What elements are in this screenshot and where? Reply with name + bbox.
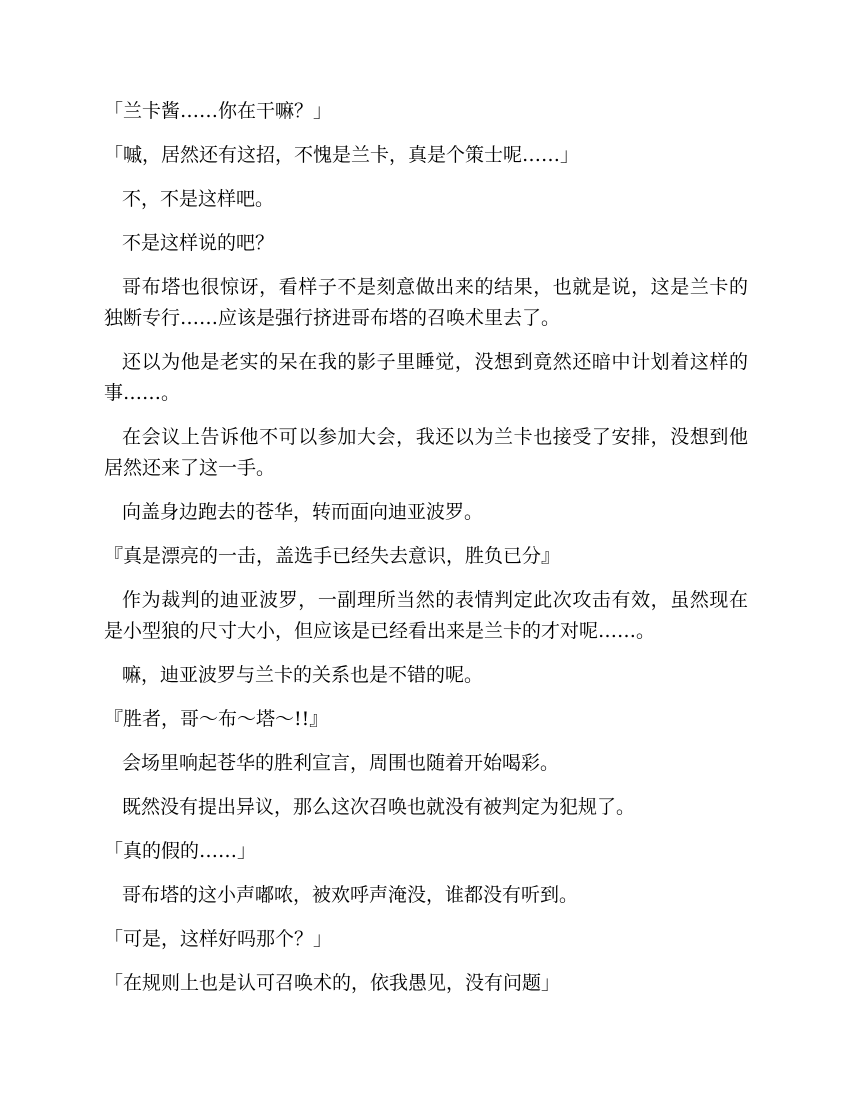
- paragraph-narration: 不，不是这样吧。: [122, 188, 275, 210]
- paragraph-dialog: 「嘁，居然还有这招，不愧是兰卡，真是个策士呢……」: [104, 144, 580, 166]
- paragraph-dialog: 「在规则上也是认可召唤术的，依我愚见，没有问题」: [104, 972, 561, 994]
- paragraph-narration: 会场里响起苍华的胜利宣言，周围也随着开始喝彩。: [122, 752, 560, 774]
- paragraph-narration: 哥布塔的这小声嘟哝，被欢呼声淹没，谁都没有听到。: [122, 884, 579, 906]
- paragraph-narration: 作为裁判的迪亚波罗，一副理所当然的表情判定此次攻击有效，虽然现在是小型狼的尺寸大小，但应该是已经看出来是兰卡的才对呢……。: [104, 589, 748, 642]
- paragraph-narration: 不是这样说的吧？: [122, 232, 275, 254]
- paragraph-dialog: 「兰卡酱……你在干嘛？」: [104, 100, 333, 122]
- paragraph-dialog: 「真的假的……」: [104, 840, 257, 862]
- paragraph-narration: 既然没有提出异议，那么这次召唤也就没有被判定为犯规了。: [122, 796, 636, 818]
- paragraph-dialog: 『胜者，哥～布～塔～!!』: [104, 708, 329, 730]
- paragraph-narration: 在会议上告诉他不可以参加大会，我还以为兰卡也接受了安排，没想到他居然还来了这一手。: [104, 426, 748, 479]
- paragraph-narration: 哥布塔也很惊讶，看样子不是刻意做出来的结果，也就是说，这是兰卡的独断专行……应该是强行挤进哥布塔的召唤术里去了。: [104, 276, 748, 329]
- document-page: [104, 96, 748, 1012]
- paragraph-narration: 嘛，迪亚波罗与兰卡的关系也是不错的呢。: [122, 664, 484, 686]
- paragraph-narration: 向盖身边跑去的苍华，转而面向迪亚波罗。: [122, 501, 484, 523]
- paragraph-dialog: 「可是，这样好吗那个？」: [104, 928, 333, 950]
- paragraph-dialog: 『真是漂亮的一击，盖选手已经失去意识，胜负已分』: [104, 545, 561, 567]
- paragraph-narration: 还以为他是老实的呆在我的影子里睡觉，没想到竟然还暗中计划着这样的事……。: [104, 351, 748, 404]
